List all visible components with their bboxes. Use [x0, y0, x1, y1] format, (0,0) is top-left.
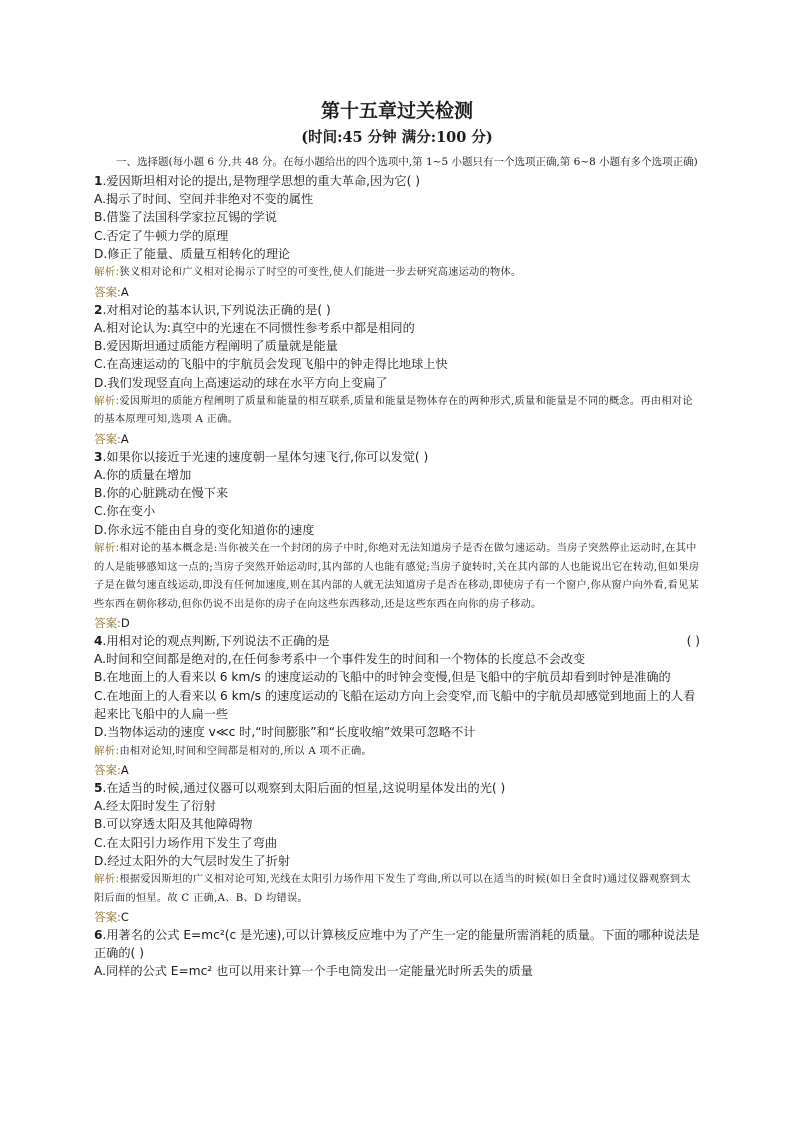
option-c: C.在高速运动的飞船中的宇航员会发现飞船中的钟走得比地球上快	[94, 357, 448, 372]
explanation: 解析:相对论的基本概念是:当你被关在一个封闭的房子中时,你绝对无法知道房子是否在做匀速运动。当房子突然停止运动时,在其中的人是能够感知这一点的;当房子突然开始运动时,其内部的人也能有感觉;当房子旋转时,关在其内部的人也能说出它在转动,但如果房子是在做匀速直线运动,即没有任何加速度,则在其内部的人就无法知道房子是否在移动,即使房子有一个窗户,你从窗户向外看,看见某些东西在朝你移动,但你仍说不出是你的房子在向这些东西移动,还是这些东西在向你的房子移动。	[94, 542, 700, 610]
document-body	[94, 153, 700, 981]
explanation: 解析:狭义相对论和广义相对论揭示了时空的可变性,使人们能进一步去研究高速运动的物体。	[94, 266, 522, 279]
question-stem: 2.对相对论的基本认识,下列说法正确的是( )	[94, 302, 331, 317]
question-2	[94, 301, 700, 448]
option-a: A.你的质量在增加	[94, 467, 192, 482]
option-a: A.相对论认为:真空中的光速在不同惯性参考系中都是相同的	[94, 320, 415, 335]
option-c: C.在地面上的人看来以 6 km/s 的速度运动的飞船在运动方向上会变窄,而飞船中的宇航员却感觉到地面上的人看起来比飞船中的人扁一些	[94, 688, 696, 721]
question-stem: 4.用相对论的观点判断,下列说法不正确的是 ( )	[94, 634, 700, 649]
option-b: B.爱因斯坦通过质能方程阐明了质量就是能量	[94, 338, 338, 353]
answer: 答案:D	[94, 616, 130, 631]
option-d: D.你永远不能由自身的变化知道你的速度	[94, 522, 315, 537]
question-stem: 1.爱因斯坦相对论的提出,是物理学思想的重大革命,因为它( )	[94, 174, 420, 188]
option-a: A.经太阳时发生了衍射	[94, 799, 216, 814]
answer: 答案:A	[94, 431, 129, 446]
explanation: 解析:由相对论知,时间和空间都是相对的,所以 A 项不正确。	[94, 744, 372, 757]
answer: 答案:A	[94, 763, 129, 778]
question-number: 2	[94, 302, 103, 317]
option-b: B.你的心脏跳动在慢下来	[94, 486, 229, 501]
option-b: B.在地面上的人看来以 6 km/s 的速度运动的飞船中的时钟会变慢,但是飞船中的宇航员却看到时钟是准确的	[94, 670, 671, 685]
answer-paren: ( )	[686, 634, 700, 649]
question-number: 6	[94, 928, 103, 943]
question-number: 5	[94, 781, 103, 796]
option-a: A.同样的公式 E=mc² 也可以用来计算一个手电筒发出一定能量光时所丢失的质量	[94, 964, 533, 979]
option-c: C.在太阳引力场作用下发生了弯曲	[94, 835, 278, 850]
answer: 答案:A	[94, 284, 129, 299]
option-d: D.我们发现竖直向上高速运动的球在水平方向上变扁了	[94, 375, 388, 390]
page-title: 第十五章过关检测	[320, 100, 473, 122]
option-a: A.揭示了时间、空间并非绝对不变的属性	[94, 192, 314, 206]
explanation: 解析:根据爱因斯坦的广义相对论可知,光线在太阳引力场作用下发生了弯曲,所以可以在适当的时候(如日全食时)通过仪器观察到太阳后面的恒星。故 C 正确,A、B、D 均错误。	[94, 873, 691, 904]
option-d: D.当物体运动的速度 v≪c 时,“时间膨胀”和“长度收缩”效果可忽略不计	[94, 725, 476, 740]
option-d: D.修正了能量、质量互相转化的理论	[94, 246, 291, 261]
question-stem: 3.如果你以接近于光速的速度朝一星体匀速飞行,你可以发觉( )	[94, 449, 429, 464]
question-3	[94, 448, 700, 632]
section-intro: 一、选择题(每小题 6 分,共 48 分。在每小题给出的四个选项中,第 1~5 小题只有一个选项正确,第 6~8 小题有多个选项正确)	[116, 156, 698, 168]
answer: 答案:C	[94, 910, 129, 925]
question-stem: 5.在适当的时候,通过仪器可以观察到太阳后面的恒星,这说明星体发出的光( )	[94, 781, 506, 796]
question-number: 1	[94, 174, 103, 188]
question-stem: 6.用著名的公式 E=mc²(c 是光速),可以计算核反应堆中为了产生一定的能量所需消耗的质量。下面的哪种说法是正确的( )	[94, 928, 700, 961]
option-a: A.时间和空间都是绝对的,在任何参考系中一个事件发生的时间和一个物体的长度总不会改变	[94, 652, 586, 667]
page-subtitle: (时间:45 分钟 满分:100 分)	[301, 129, 493, 146]
explanation: 解析:爱因斯坦的质能方程阐明了质量和能量的相互联系,质量和能量是物体存在的两种形式,质量和能量是不同的概念。再由相对论的基本原理可知,选项 A 正确。	[94, 394, 693, 426]
question-6	[94, 926, 700, 980]
option-d: D.经过太阳外的大气层时发生了折射	[94, 853, 291, 868]
question-number: 3	[94, 449, 103, 464]
question-1	[94, 172, 700, 301]
question-number: 4	[94, 634, 103, 649]
option-c: C.否定了牛顿力学的原理	[94, 228, 229, 243]
question-4	[94, 632, 700, 779]
option-b: B.可以穿透太阳及其他障碍物	[94, 817, 253, 832]
question-5	[94, 779, 700, 926]
option-b: B.借鉴了法国科学家拉瓦锡的学说	[94, 210, 277, 225]
option-c: C.你在变小	[94, 504, 156, 519]
